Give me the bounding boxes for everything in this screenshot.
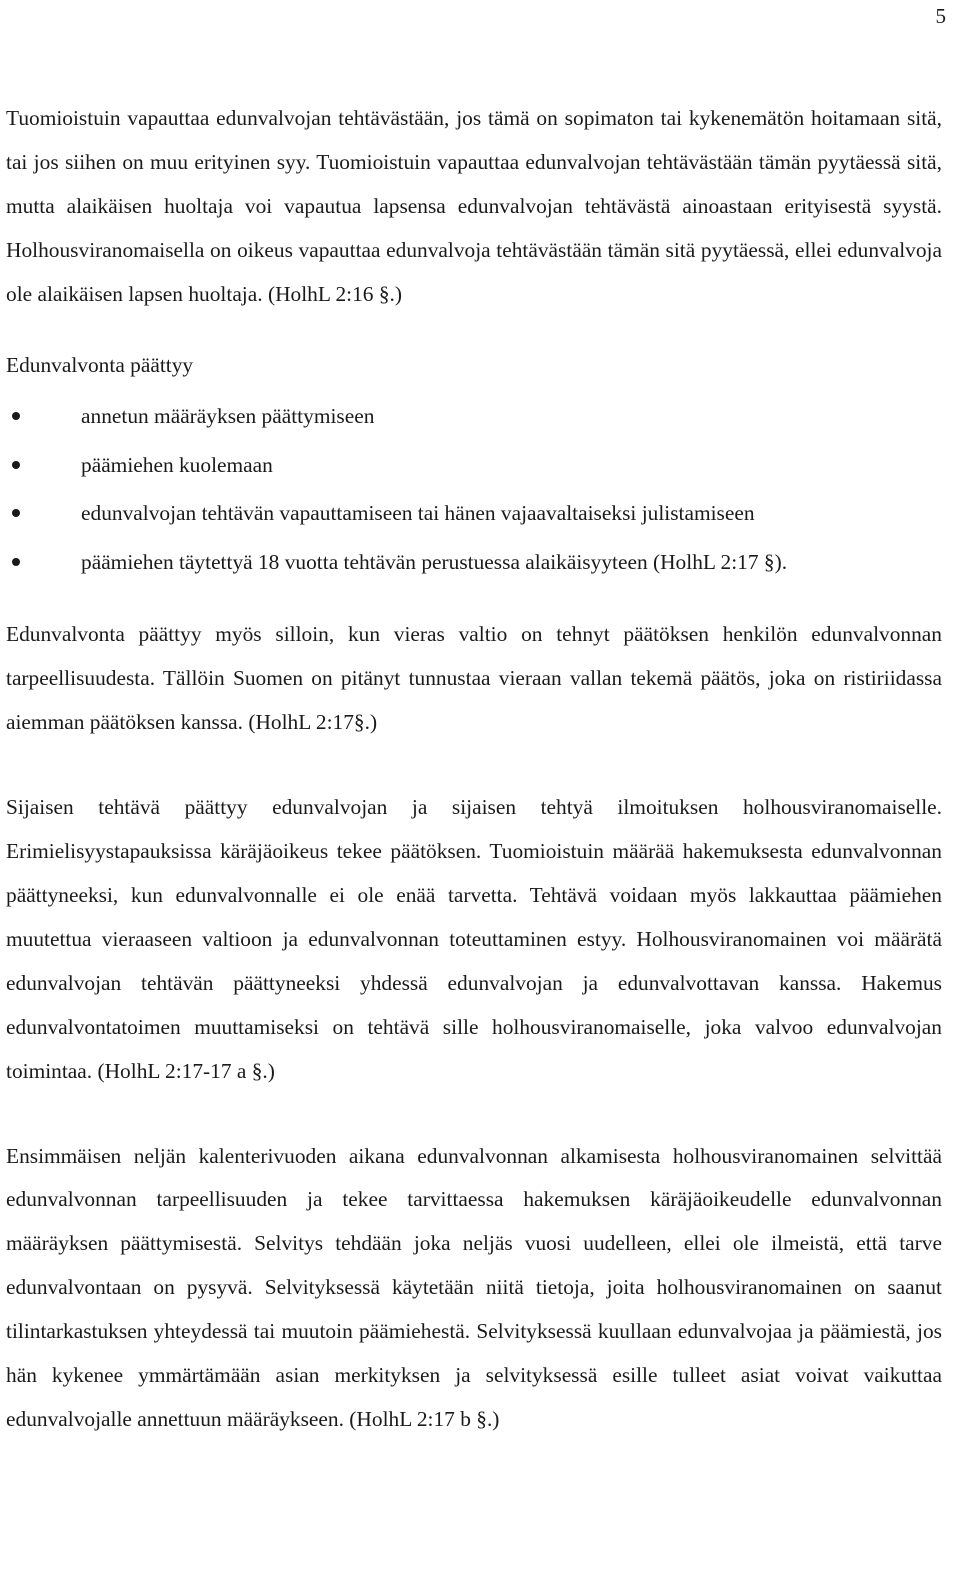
document-body (6, 97, 942, 1442)
bullet-icon (12, 461, 20, 469)
paragraph-vapauttaminen: Tuomioistuin vapauttaa edunvalvojan tehtävästään, jos tämä on sopimaton tai kykenemätön hoitamaan sitä, tai jos siihen on muu erityinen syy. Tuomioistuin vapauttaa edunvalvojan tehtävästään tämän pyytäessä sitä, mutta alaikäisen huoltaja voi vapautua lapsensa edunvalvojan tehtävästä ainoastaan erityisestä syystä. Holhousviranomaisella on oikeus vapauttaa edunvalvoja tehtävästään tämän sitä pyytäessä, ellei edunvalvoja ole alaikäisen lapsen huoltaja. (HolhL 2:16 §.) (6, 106, 942, 306)
list-item (6, 392, 942, 441)
paragraph-selvitys: Ensimmäisen neljän kalenterivuoden aikana edunvalvonnan alkamisesta holhousviranomainen selvittää edunvalvonnan tarpeellisuuden ja tekee tarvittaessa hakemuksen käräjäoikeudelle edunvalvonnan määräyksen päättymisestä. Selvitys tehdään joka neljäs vuosi uudelleen, ellei ole ilmeistä, että tarve edunvalvontaan on pysyvä. Selvityksessä käytetään niitä tietoja, joita holhousviranomainen on saanut tilintarkastuksen yhteydessä tai muutoin päämiehestä. Selvityksessä kuullaan edunvalvojaa ja päämiestä, jos hän kykenee ymmärtämään asian merkityksen ja selvityksessä esille tulleet asiat voivat vaikuttaa edunvalvojalle annettuun määräykseen. (HolhL 2:17 b §.) (6, 1143, 942, 1431)
list-intro: Edunvalvonta päättyy (6, 352, 194, 377)
list-item (6, 538, 942, 587)
bullet-icon (12, 558, 20, 566)
list-item (6, 441, 942, 490)
bullet-icon (12, 412, 20, 420)
list-item-text: päämiehen kuolemaan (81, 452, 273, 477)
list-item-text: päämiehen täytettyä 18 vuotta tehtävän perustuessa alaikäisyyteen (HolhL 2:17 §). (81, 549, 788, 574)
list-item (6, 489, 942, 538)
list-item-text: annetun määräyksen päättymiseen (81, 404, 375, 429)
paragraph-sijainen: Sijaisen tehtävä päättyy edunvalvojan ja sijaisen tehtyä ilmoituksen holhousviranomaiselle. Erimielisyystapauksissa käräjäoikeus tekee päätöksen. Tuomioistuin määrää hakemuksesta edunvalvonnan päättyneeksi, kun edunvalvonnalle ei ole enää tarvetta. Tehtävä voidaan myös lakkauttaa päämiehen muutettua vieraaseen valtioon ja edunvalvonnan toteuttaminen estyy. Holhousviranomainen voi määrätä edunvalvojan tehtävän päättyneeksi yhdessä edunvalvojan ja edunvalvottavan kanssa. Hakemus edunvalvontatoimen muuttamiseksi on tehtävä sille holhousviranomaiselle, joka valvoo edunvalvojan toimintaa. (HolhL 2:17-17 a §.) (6, 795, 942, 1083)
page-number: 5 (935, 4, 946, 28)
bullet-icon (12, 509, 20, 517)
paragraph-vieras-valtio: Edunvalvonta päättyy myös silloin, kun vieras valtio on tehnyt päätöksen henkilön edunvalvonnan tarpeellisuudesta. Tällöin Suomen on pitänyt tunnustaa vieraan vallan tekemä päätös, joka on ristiriidassa aiemman päätöksen kanssa. (HolhL 2:17§.) (6, 622, 942, 735)
list-item-text: edunvalvojan tehtävän vapauttamiseen tai hänen vajaavaltaiseksi julistamiseen (81, 501, 755, 526)
bullet-list (6, 392, 942, 586)
